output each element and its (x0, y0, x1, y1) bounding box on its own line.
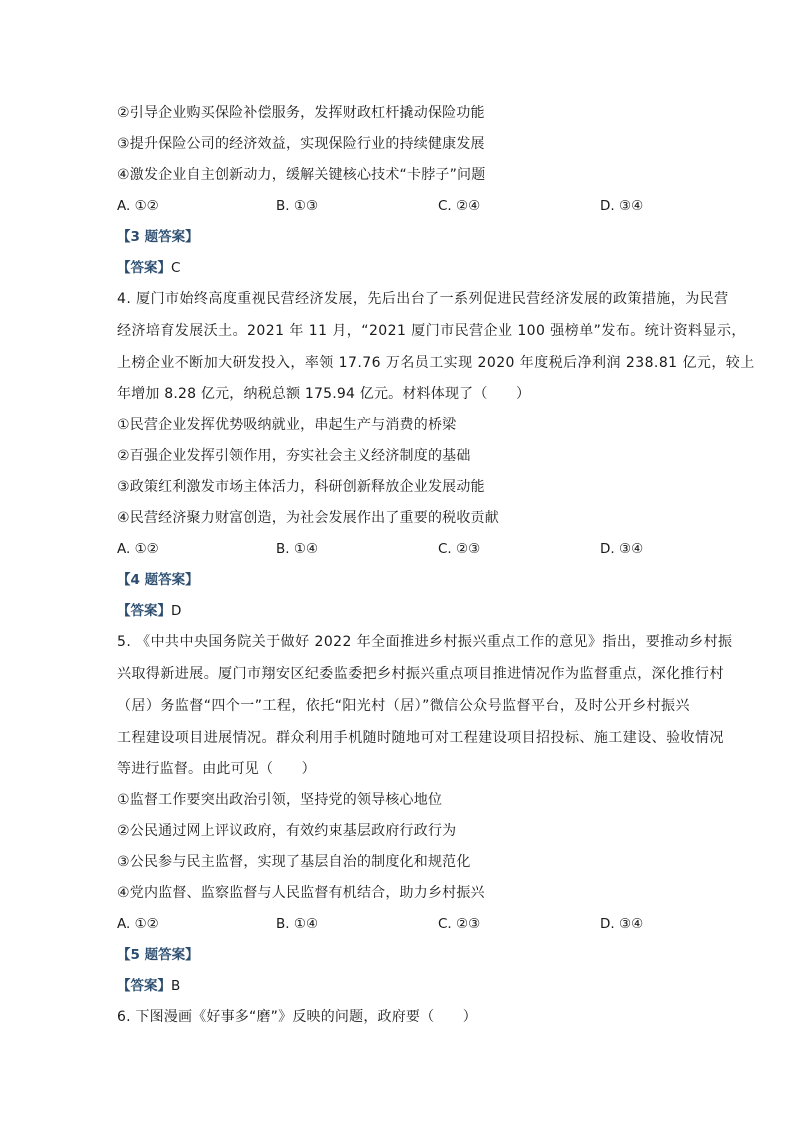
q5-statement-2: ②公民通过网上评议政府，有效约束基层政府行政行为 (117, 823, 457, 839)
q3-statement-2: ②引导企业购买保险补偿服务，发挥财政杠杆撬动保险功能 (117, 105, 485, 121)
q3-option-d: D. ③④ (600, 198, 644, 214)
q5-answer (117, 977, 180, 995)
q5-answer-heading: 【5 题答案】 (117, 947, 199, 963)
q5-statement-4: ④党内监督、监察监督与人民监督有机结合，助力乡村振兴 (117, 885, 485, 901)
q4-statement-3: ③政策红利激发市场主体活力，科研创新释放企业发展动能 (117, 479, 485, 495)
q5-statement-1: ①监督工作要突出政治引领，坚持党的领导核心地位 (117, 792, 443, 808)
q3-option-a: A. ①② (117, 198, 159, 214)
q5-option-c: C. ②③ (438, 916, 481, 932)
answer-value: B (171, 978, 181, 994)
q3-option-b: B. ①③ (276, 198, 319, 214)
q4-statement-2: ②百强企业发挥引领作用，夯实社会主义经济制度的基础 (117, 448, 471, 464)
q5-text-line-5: 等进行监督。由此可见（ ） (117, 761, 316, 777)
q3-option-c: C. ②④ (438, 198, 481, 214)
q4-answer-heading: 【4 题答案】 (117, 572, 199, 588)
q4-statement-4: ④民营经济聚力财富创造，为社会发展作出了重要的税收贡献 (117, 510, 499, 526)
q6-text-line-1: 6. 下图漫画《好事多“磨”》反映的问题，政府要（ ） (117, 1009, 477, 1025)
answer-value: D (171, 603, 182, 619)
q4-option-c: C. ②③ (438, 541, 481, 557)
q4-text-line-2: 经济培育发展沃土。2021 年 11 月，“2021 厦门市民营企业 100 强榜单”发布。统计资料显示， (117, 323, 746, 339)
q4-option-d: D. ③④ (600, 541, 644, 557)
q5-text-line-3: （居）务监督“四个一”工程，依托“阳光村（居）”微信公众号监督平台，及时公开乡村振兴 (117, 698, 690, 714)
q3-answer (117, 259, 180, 277)
answer-label: 【答案】 (117, 978, 171, 994)
q5-text-line-2: 兴取得新进展。厦门市翔安区纪委监委把乡村振兴重点项目推进情况作为监督重点，深化推行村 (117, 666, 724, 682)
answer-label: 【答案】 (117, 603, 171, 619)
q5-text-line-1: 5. 《中共中央国务院关于做好 2022 年全面推进乡村振兴重点工作的意见》指出，要推动乡村振 (117, 634, 733, 650)
q4-text-line-1: 4. 厦门市始终高度重视民营经济发展，先后出台了一系列促进民营经济发展的政策措施，为民营 (117, 291, 729, 307)
q3-statement-4: ④激发企业自主创新动力，缓解关键核心技术“卡脖子”问题 (117, 167, 486, 183)
answer-value: C (171, 260, 181, 276)
q5-option-a: A. ①② (117, 916, 159, 932)
q4-option-b: B. ①④ (276, 541, 319, 557)
q4-text-line-3: 上榜企业不断加大研发投入，率领 17.76 万名员工实现 2020 年度税后净利润 238.81 亿元，较上 (117, 355, 755, 371)
q4-answer (117, 602, 181, 620)
q4-statement-1: ①民营企业发挥优势吸纳就业，串起生产与消费的桥梁 (117, 417, 457, 433)
q5-option-d: D. ③④ (600, 916, 644, 932)
q5-text-line-4: 工程建设项目进展情况。群众利用手机随时随地可对工程建设项目招投标、施工建设、验收情况 (117, 730, 724, 746)
q4-option-a: A. ①② (117, 541, 159, 557)
answer-label: 【答案】 (117, 260, 171, 276)
q4-text-line-4: 年增加 8.28 亿元，纳税总额 175.94 亿元。材料体现了（ ） (117, 386, 531, 402)
q5-statement-3: ③公民参与民主监督，实现了基层自治的制度化和规范化 (117, 854, 471, 870)
q3-answer-heading: 【3 题答案】 (117, 229, 199, 245)
q5-option-b: B. ①④ (276, 916, 319, 932)
q3-statement-3: ③提升保险公司的经济效益，实现保险行业的持续健康发展 (117, 136, 485, 152)
